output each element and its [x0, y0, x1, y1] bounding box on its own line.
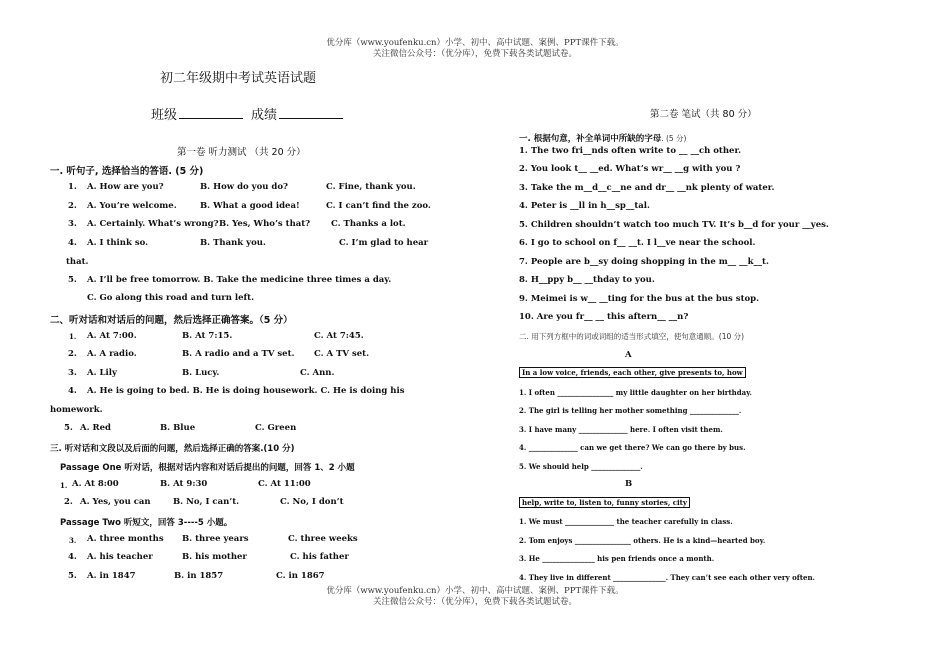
header-line-2: 关注微信公众号：（优分库），免费下载各类试题试卷。	[372, 49, 577, 59]
option-c: C. At 7:45.	[314, 331, 364, 341]
option-b: B. his mother	[182, 552, 247, 562]
option-b: B. Yes, Who’s that?	[219, 219, 311, 229]
writing-section-2-title: 二. 用下列方框中的词或词组的适当形式填空，使句意通顺。(10 分)	[519, 332, 745, 341]
question-number: 5.	[68, 571, 77, 581]
section-title-text: 一. 根据句意，补全单词中所缺的字母	[519, 134, 662, 144]
passage-one-title: Passage One 听对话，根据对话内容和对话后提出的问题，回答 1、2 小题	[60, 463, 355, 473]
class-label: 班级	[151, 108, 178, 123]
list-item: 3. I have many ______________ here. I often visit them.	[519, 425, 723, 434]
group-a-label: A	[625, 350, 632, 360]
option-a: A. in 1847	[87, 571, 136, 581]
list-item: 5. We should help ______________.	[519, 462, 643, 471]
list-item: 5. Children shouldn’t watch too much TV. It’s b__d for your __yes.	[519, 220, 829, 230]
option-b: B. A radio and a TV set.	[182, 349, 295, 359]
option-c: C. I can’t find the zoo.	[326, 201, 431, 211]
option-a: A. Red	[80, 423, 111, 433]
option-b: B. Blue	[160, 423, 196, 433]
option-c: C. Ann.	[300, 368, 335, 378]
listening-section-2-title: 二、听对话和对话后的问题，然后选择正确答案。（5 分）	[50, 315, 293, 326]
list-item: 4. They live in different _______________. They can’t see each other very often.	[519, 573, 815, 582]
list-item: 3. Take the m__d__c__ne and dr__ __nk plenty of water.	[519, 183, 775, 193]
option-a: A. his teacher	[87, 552, 153, 562]
option-a: A. A radio.	[87, 349, 137, 359]
question-number: 4.	[68, 386, 77, 396]
option-a: A. three months	[87, 534, 164, 544]
list-item: 9. Meimei is w__ __ting for the bus at the bus stop.	[519, 294, 760, 304]
option-b: B. three years	[182, 534, 249, 544]
question-number: 2.	[68, 349, 77, 359]
option-a: A. At 7:00.	[87, 331, 137, 341]
option-b: B. Lucy.	[182, 368, 220, 378]
question-number: 2.	[64, 497, 73, 507]
passage-two-title: Passage Two 听短文，回答 3----5 小题。	[60, 518, 233, 528]
question-number: 3.	[69, 536, 77, 545]
option-c: C. Go along this road and turn left.	[87, 293, 255, 303]
option-a: A. How are you?	[87, 182, 164, 192]
option-b: B. No, I can’t.	[173, 497, 240, 507]
group-b-label: B	[625, 479, 633, 489]
part2-title: 第二卷 笔试（共 80 分）	[650, 109, 757, 120]
option-a: A. I think so.	[87, 238, 149, 248]
option-b: B. in 1857	[174, 571, 224, 581]
class-blank[interactable]	[179, 106, 243, 119]
option-a: A. Yes, you can	[80, 497, 151, 507]
list-item: 3. He _______________ his pen friends once a month.	[519, 554, 715, 563]
header-line-1: 优分库（www.youfenku.cn）小学、初中、高中试题、案例、PPT课件下载。	[326, 38, 624, 48]
list-item: 1. I often ________________ my little daughter on her birthday.	[519, 388, 752, 397]
list-item: 2. The girl is telling her mother something ______________.	[519, 406, 742, 415]
writing-section-1-title	[519, 126, 686, 145]
option-c: C. At 11:00	[258, 479, 311, 489]
list-item: 10. Are you fr__ __ this aftern__ __n?	[519, 312, 689, 322]
option-c: C. Green	[255, 423, 297, 433]
question-number: 3.	[68, 368, 77, 378]
options-a-b: A. I’ll be free tomorrow. B. Take the medicine three times a day.	[87, 275, 392, 285]
option-b: B. What a good idea!	[200, 201, 300, 211]
listening-section-1-title: 一. 听句子, 选择恰当的答语. (5 分)	[50, 166, 204, 177]
listening-section-3-title: 三. 听对话和文段以及后面的问题，然后选择正确的答案.(10 分)	[50, 444, 295, 454]
option-c: C. No, I don’t	[280, 497, 344, 507]
question-number: 1.	[69, 332, 77, 341]
option-b: B. Thank you.	[200, 238, 266, 248]
footer-line-1: 优分库（www.youfenku.cn）小学、初中、高中试题、案例、PPT课件下载。	[326, 586, 624, 596]
option-b: B. How do you do?	[200, 182, 288, 192]
option-c: C. A TV set.	[314, 349, 370, 359]
list-item: 4. Peter is __ll in h__sp__tal.	[519, 201, 650, 211]
option-c: C. Fine, thank you.	[326, 182, 416, 192]
list-item: 4. ______________ can we get there? We can go there by bus.	[519, 443, 746, 452]
list-item: 8. H__ppy b__ __thday to you.	[519, 275, 655, 285]
list-item: 1. The two fri__nds often write to __ __ch other.	[519, 146, 742, 156]
list-item: 2. Tom enjoys ________________ others. He is a kind—hearted boy.	[519, 536, 766, 545]
option-c: C. his father	[290, 552, 349, 562]
list-item: 2. You look t__ __ed. What’s wr__ __g with you ?	[519, 164, 741, 174]
page-footer	[0, 586, 950, 608]
word-box-b: help, write to, listen to, funny stories, city	[519, 497, 690, 508]
option-c: C. I’m glad to hear	[339, 238, 429, 248]
score-label: 成绩	[251, 108, 278, 123]
question-number: 1.	[68, 182, 77, 192]
question-number: 1.	[60, 481, 68, 490]
footer-line-2: 关注微信公众号：（优分库），免费下载各类试题试卷。	[372, 597, 577, 607]
option-b: B. At 9:30	[160, 479, 208, 489]
word-box-a: In a low voice, friends, each other, give presents to, how	[519, 367, 746, 378]
option-c: C. Thanks a lot.	[331, 219, 406, 229]
section-points: . (5 分)	[661, 134, 687, 143]
question-number: 2.	[68, 201, 77, 211]
class-score-line	[151, 104, 351, 123]
option-a: A. Certainly. What’s wrong?	[87, 219, 219, 229]
option-c: C. in 1867	[276, 571, 325, 581]
options: A. He is going to bed. B. He is doing housework. C. He is doing his	[87, 386, 405, 396]
page-header	[0, 38, 950, 60]
list-item: 6. I go to school on f__ __t. I l__ve near the school.	[519, 238, 756, 248]
option-c-continued: that.	[66, 257, 89, 267]
question-number: 5.	[68, 275, 77, 285]
option-a: A. Lily	[87, 368, 117, 378]
option-a: A. You’re welcome.	[87, 201, 177, 211]
question-number: 3.	[68, 219, 77, 229]
list-item: 1. We must ______________ the teacher carefully in class.	[519, 517, 733, 526]
exam-title: 初二年级期中考试英语试题	[160, 71, 317, 86]
option-b: B. At 7:15.	[182, 331, 233, 341]
option-c-continued: homework.	[50, 405, 103, 415]
score-blank[interactable]	[279, 106, 343, 119]
part1-title: 第一卷 听力测试 （共 20 分）	[177, 147, 306, 158]
option-a: A. At 8:00	[72, 479, 119, 489]
list-item: 7. People are b__sy doing shopping in the m__ __k__t.	[519, 257, 769, 267]
question-number: 5.	[64, 423, 73, 433]
question-number: 4.	[68, 238, 77, 248]
option-c: C. three weeks	[288, 534, 358, 544]
question-number: 4.	[68, 552, 77, 562]
